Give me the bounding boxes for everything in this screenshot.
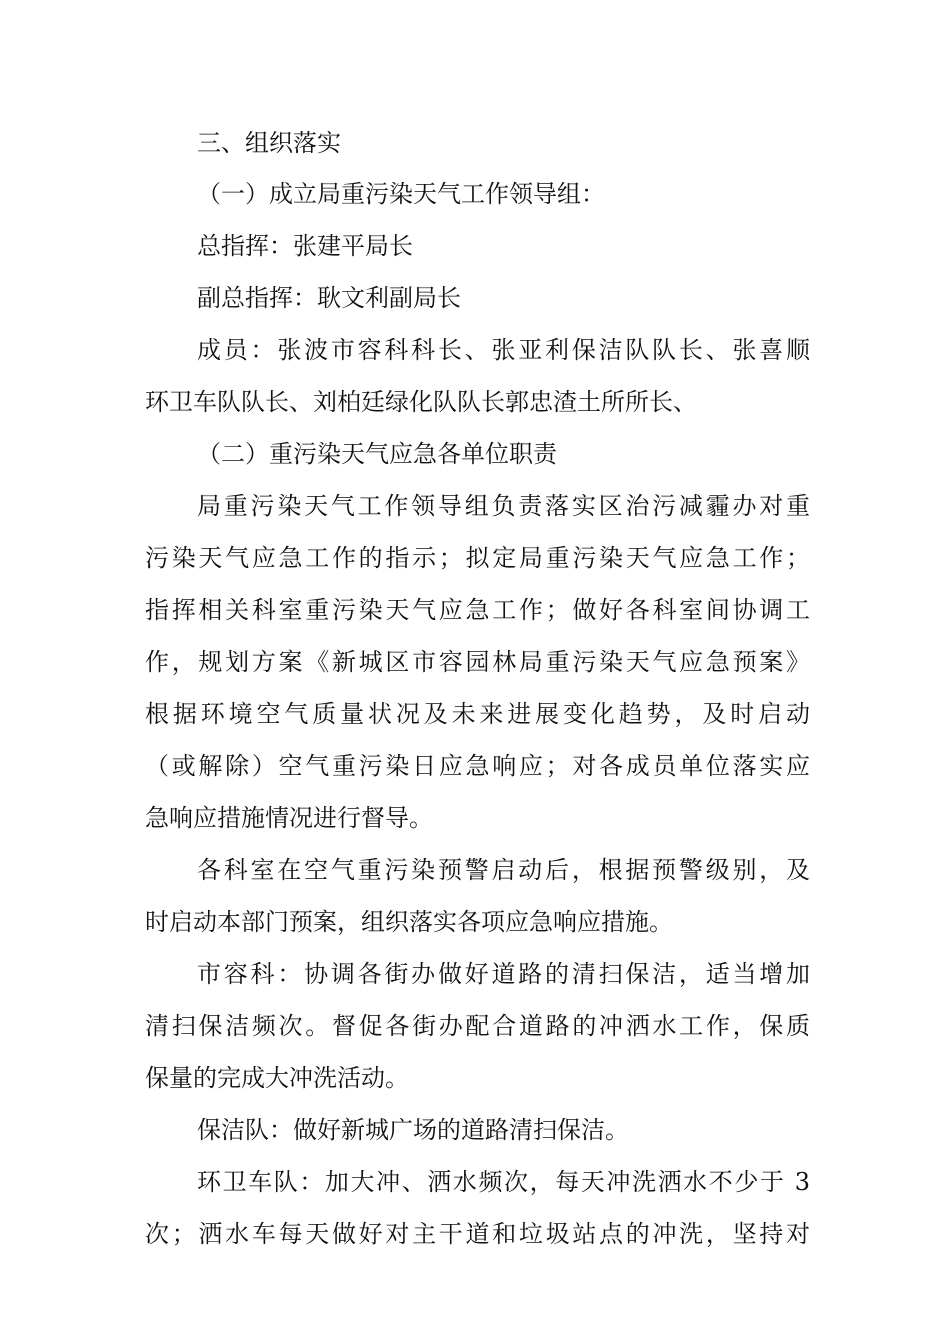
text-line: 作，规划方案《新城区市容园林局重污染天气应急预案》 xyxy=(145,648,810,676)
subsection-heading: （一）成立局重污染天气工作领导组： xyxy=(197,180,605,208)
text-line: 急响应措施情况进行督导。 xyxy=(145,804,433,832)
text-line: 污染天气应急工作的指示；拟定局重污染天气应急工作； xyxy=(145,544,810,572)
text-line: 根据环境空气质量状况及未来进展变化趋势，及时启动 xyxy=(145,700,810,728)
section-heading: 三、组织落实 xyxy=(197,129,341,157)
text-line: 成员：张波市容科科长、张亚利保洁队队长、张喜顺 xyxy=(197,336,810,364)
text-line: 总指挥：张建平局长 xyxy=(197,232,413,260)
text-line: 保洁队：做好新城广场的道路清扫保洁。 xyxy=(197,1116,629,1144)
text-line: 清扫保洁频次。督促各街办配合道路的冲洒水工作，保质 xyxy=(145,1012,810,1040)
text-line: 副总指挥：耿文利副局长 xyxy=(197,284,461,312)
subsection-heading: （二）重污染天气应急各单位职责 xyxy=(197,440,557,468)
text-line: 各科室在空气重污染预警启动后，根据预警级别，及 xyxy=(197,856,810,884)
text-line: 时启动本部门预案，组织落实各项应急响应措施。 xyxy=(145,908,673,936)
text-line: 保量的完成大冲洗活动。 xyxy=(145,1064,409,1092)
text-line: 局重污染天气工作领导组负责落实区治污减霾办对重 xyxy=(197,492,810,520)
text-line: （或解除）空气重污染日应急响应；对各成员单位落实应 xyxy=(145,752,810,780)
text-line: 市容科：协调各街办做好道路的清扫保洁，适当增加 xyxy=(197,960,810,988)
text-line: 指挥相关科室重污染天气应急工作；做好各科室间协调工 xyxy=(145,596,810,624)
text-line: 环卫车队队长、刘柏廷绿化队队长郭忠渣土所所长、 xyxy=(145,388,697,416)
text-line: 环卫车队：加大冲、洒水频次，每天冲洗洒水不少于 3 xyxy=(197,1168,810,1196)
text-line: 次；洒水车每天做好对主干道和垃圾站点的冲洗，坚持对 xyxy=(145,1220,810,1248)
